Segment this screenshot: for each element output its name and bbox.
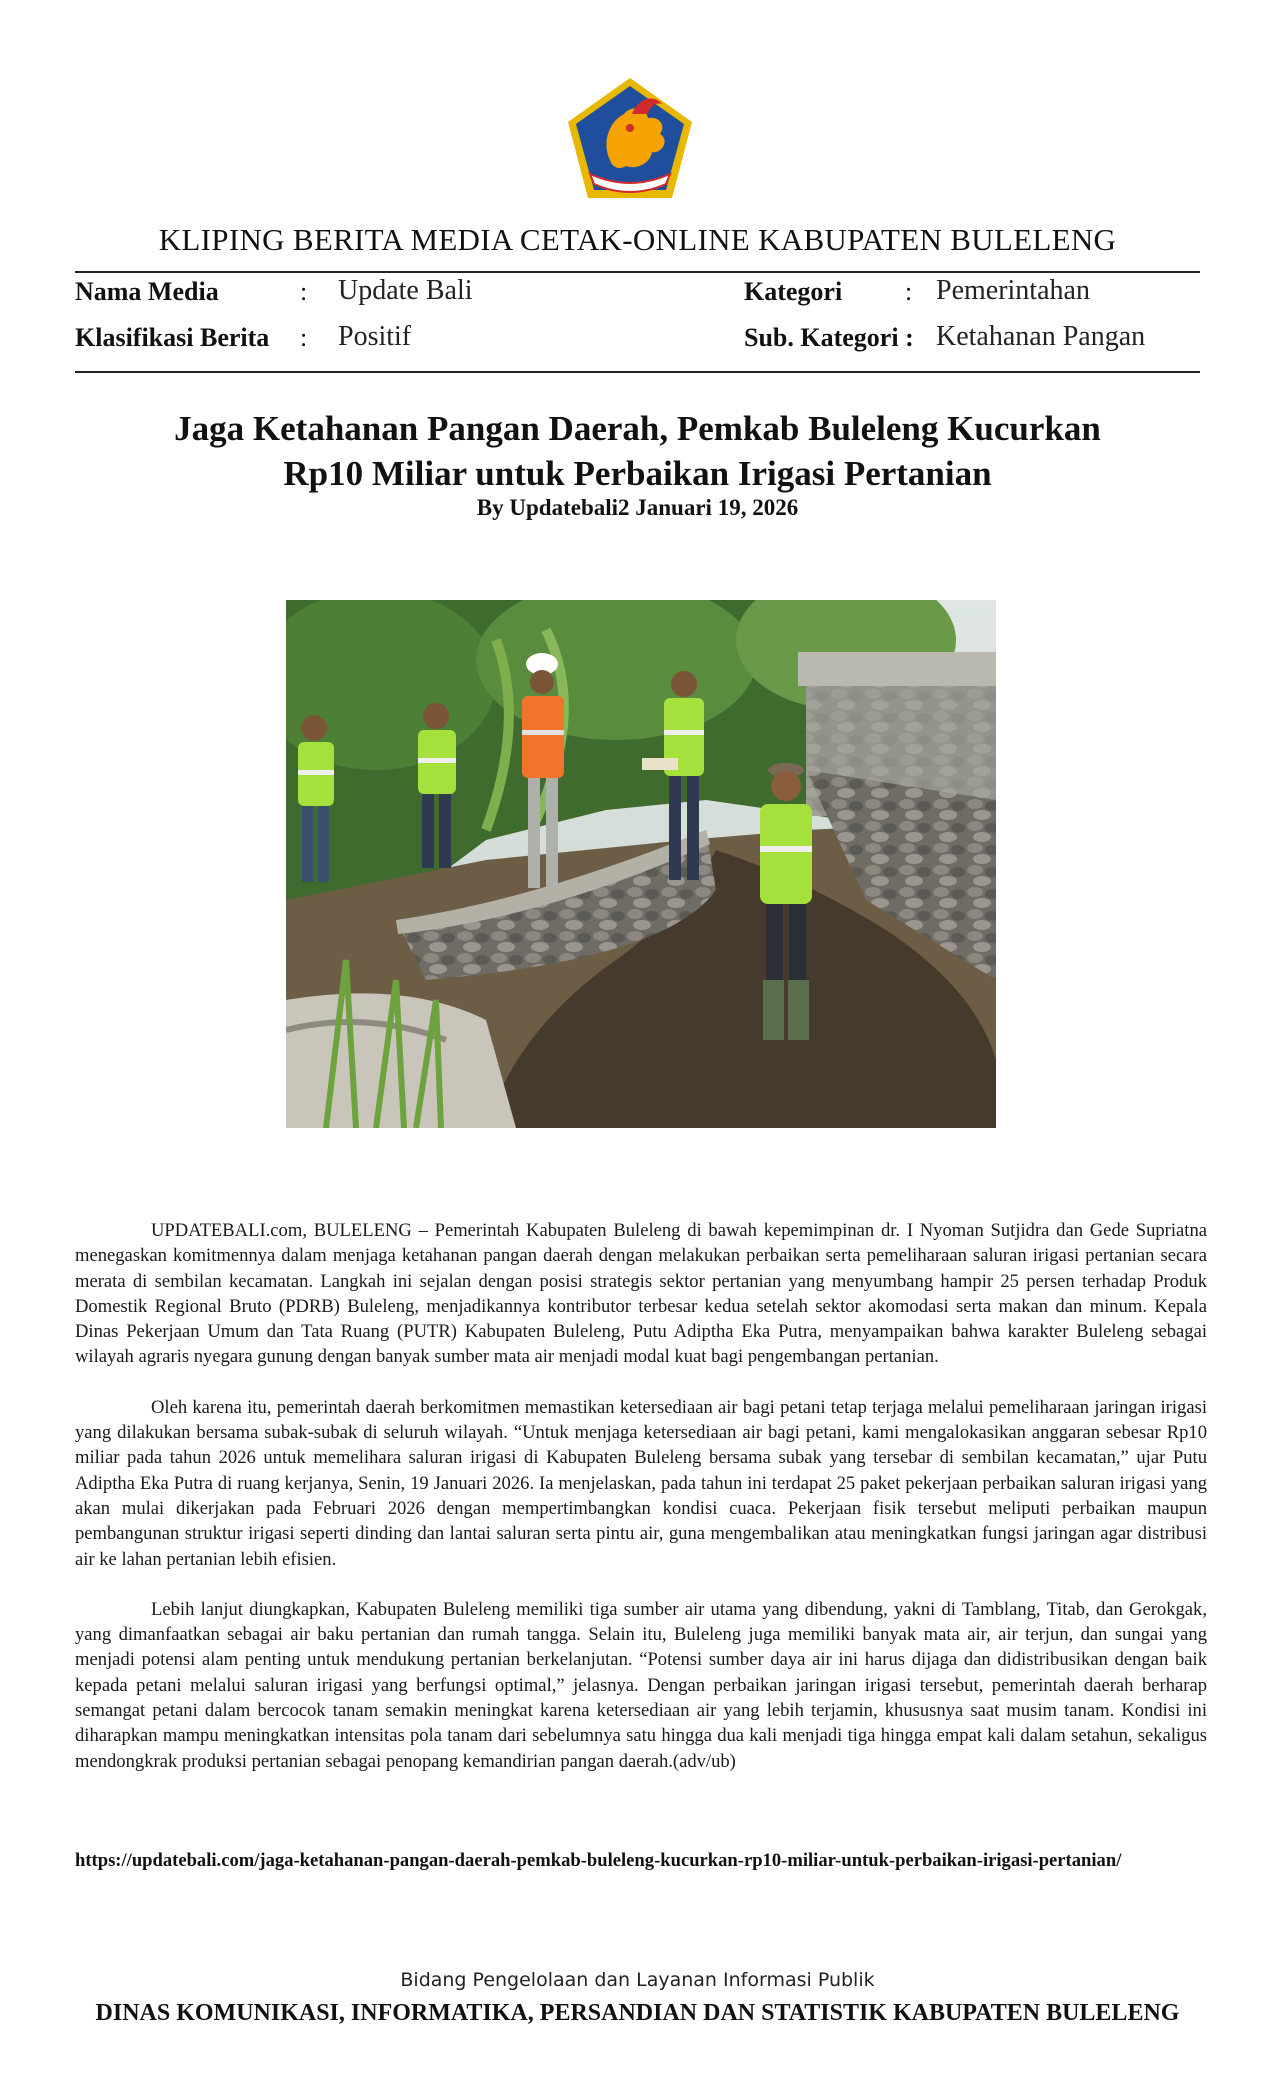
media-value: Update Bali <box>338 275 473 306</box>
emblem-graphic <box>562 74 698 202</box>
subcategory-label: Sub. Kategori : <box>744 323 914 352</box>
media-colon: : <box>300 277 308 306</box>
classification-label: Klasifikasi Berita <box>75 323 270 352</box>
article-headline <box>100 406 1175 496</box>
meta-row-media <box>75 277 1200 317</box>
article-byline: By Updatebali2 Januari 19, 2026 <box>476 495 799 520</box>
classification-colon: : <box>300 323 308 352</box>
meta-row-classification <box>75 323 1200 363</box>
footer-agency: DINAS KOMUNIKASI, INFORMATIKA, PERSANDIAN DAN STATISTIK KABUPATEN BULELENG <box>95 2000 1180 2026</box>
article-paragraph-3: Lebih lanjut diungkapkan, Kabupaten Buleleng memiliki tiga sumber air utama yang dibendung, yakni di Tamblang, Titab, dan Gerokgak, yang dimanfaatkan sebagai air baku pertanian dan rumah tangga. Selain itu, Buleleng juga memiliki banyak mata air, air terjun, dan sungai yang menjadi potensi alam penting untuk mendukung pertanian berkelanjutan. “Potensi sumber daya air ini harus dijaga dan didistribusikan dengan baik kepada petani melalui saluran irigasi yang berfungsi optimal,” jelasnya. Dengan perbaikan jaringan irigasi tersebut, pemerintah daerah berharap semangat petani dalam bercocok tanam semakin meningkat karena ketersediaan air yang lebih terjamin, khususnya saat musim tanam. Kondisi ini diharapkan mampu meningkatkan intensitas pola tanam dari sebelumnya satu hingga dua kali menjadi tiga hingga empat kali dalam setahun, sekaligus mendongkrak produksi pertanian sebagai penopang kemandirian pangan daerah.(adv/ub) <box>75 1598 1207 1772</box>
category-value: Pemerintahan <box>936 275 1090 306</box>
media-label: Nama Media <box>75 277 219 306</box>
roof-overhang <box>798 652 996 686</box>
footer-division: Bidang Pengelolaan dan Layanan Informasi Publik <box>400 1969 875 1991</box>
header-bottom-rule <box>75 371 1200 373</box>
document-title: KLIPING BERITA MEDIA CETAK-ONLINE KABUPATEN BULELENG <box>158 222 1117 257</box>
article-body <box>75 1218 1207 1799</box>
article-paragraph-1: UPDATEBALI.com, BULELENG – Pemerintah Kabupaten Buleleng di bawah kepemimpinan dr. I Nyoman Sutjidra dan Gede Supriatna menegaskan komitmennya dalam menjaga ketahanan pangan daerah dengan melakukan perbaikan serta pemeliharaan saluran irigasi pertanian secara merata di sembilan kecamatan. Langkah ini sejalan dengan posisi strategis sektor pertanian yang menyumbang hampir 25 persen terhadap Produk Domestik Regional Bruto (PDRB) Buleleng, menjadikannya kontributor terbesar kedua setelah sektor akomodasi serta makan dan minum. Kepala Dinas Pekerjaan Umum dan Tata Ruang (PUTR) Kabupaten Buleleng, Putu Adiptha Eka Putra, menyampaikan bahwa karakter Buleleng sebagai wilayah agraris nyegara gunung dengan banyak sumber mata air menjadi modal kuat bagi pengembangan pertanian. <box>75 1220 1207 1368</box>
category-colon: : <box>905 277 913 306</box>
classification-value: Positif <box>338 321 412 352</box>
source-url-link[interactable]: https://updatebali.com/jaga-ketahanan-pangan-daerah-pemkab-buleleng-kucurkan-rp10-miliar-untuk-perbaikan-irigasi-pertanian/ <box>75 1850 1122 1871</box>
article-paragraph-2: Oleh karena itu, pemerintah daerah berkomitmen memastikan ketersediaan air bagi petani tetap terjaga melalui pemeliharaan jaringan irigasi yang dilakukan bersama subak-subak di seluruh wilayah. “Untuk menjaga ketersediaan air bagi petani, kami mengalokasikan anggaran sebesar Rp10 miliar pada tahun 2026 untuk memelihara saluran irigasi di Kabupaten Buleleng bersama subak yang tersebar di sembilan kecamatan,” ujar Putu Adiptha Eka Putra di ruang kerjanya, Senin, 19 Januari 2026. Ia menjelaskan, pada tahun ini terdapat 25 paket pekerjaan perbaikan saluran irigasi yang akan mulai dikerjakan pada Februari 2026 dengan mempertimbangkan kondisi cuaca. Pekerjaan fisik tersebut meliputi perbaikan maupun pembangunan struktur irigasi seperti dinding dan lantai saluran serta pintu air, guna mengembalikan atau meningkatkan fungsi jaringan agar distribusi air ke lahan pertanian lebih efisien. <box>75 1396 1207 1570</box>
headline-line-2: Rp10 Miliar untuk Perbaikan Irigasi Pertanian <box>283 454 992 493</box>
headline-line-1: Jaga Ketahanan Pangan Daerah, Pemkab Buleleng Kucurkan <box>174 409 1101 448</box>
subcategory-value: Ketahanan Pangan <box>936 321 1146 352</box>
article-photo <box>286 600 996 1128</box>
header-top-rule <box>75 271 1200 273</box>
irrigation-inspection-illustration <box>286 600 996 1128</box>
lion-eye <box>626 124 634 132</box>
category-label: Kategori <box>744 277 843 306</box>
buleleng-emblem-logo <box>562 74 698 202</box>
